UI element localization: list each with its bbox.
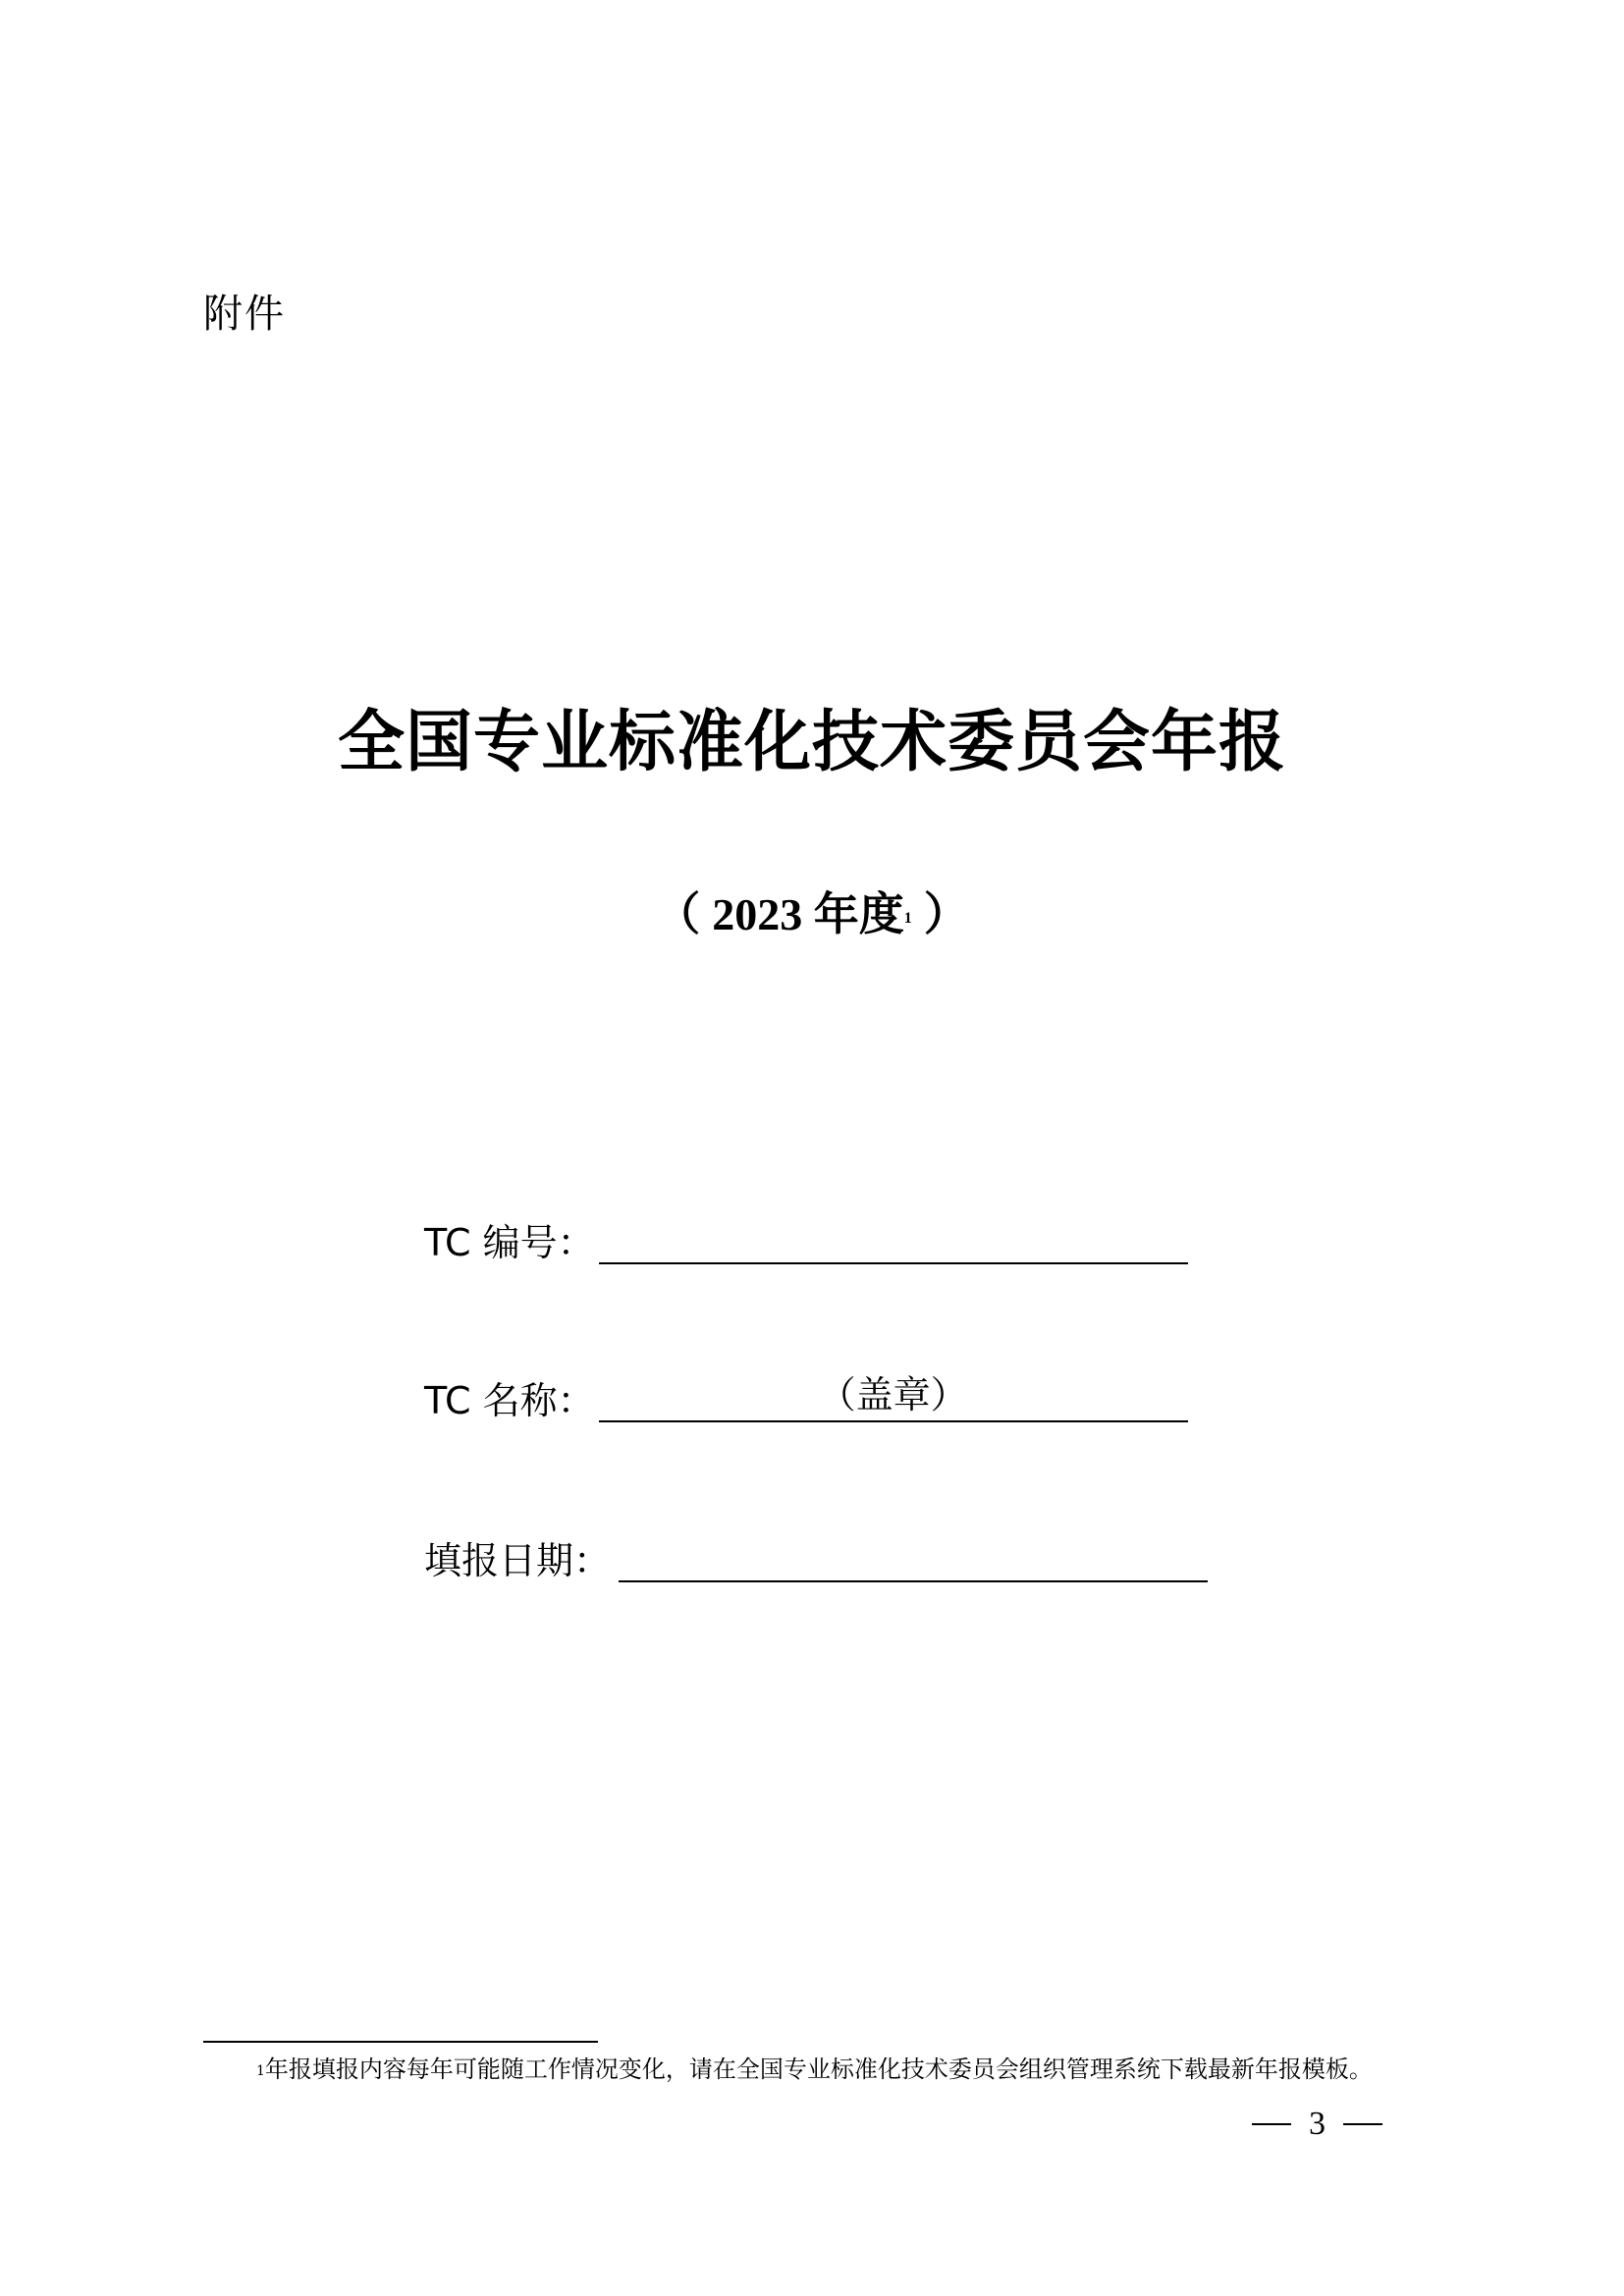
tc-name-label: TC 名称： [424, 1379, 595, 1422]
year-paren-close: ） [923, 889, 969, 939]
tc-number-label: TC 编号： [424, 1221, 595, 1264]
report-year [0, 885, 1624, 944]
footnote [256, 2054, 1373, 2085]
tc-number-row [424, 1209, 1188, 1268]
footnote-mark: 1 [256, 2063, 265, 2079]
page-number-dash-left [1252, 2123, 1291, 2125]
tc-name-field[interactable] [599, 1371, 1188, 1422]
attachment-label: 附件 [203, 292, 286, 337]
footnote-divider [203, 2041, 598, 2043]
tc-name-row [424, 1367, 1188, 1426]
year-footnote-mark: 1 [903, 910, 912, 927]
page-number [1252, 2101, 1382, 2148]
page-number-dash-right [1343, 2123, 1382, 2125]
footnote-text: 年报填报内容每年可能随工作情况变化，请在全国专业标准化技术委员会组织管理系统下载最新年报模板。 [264, 2056, 1373, 2083]
page-number-value: 3 [1309, 2106, 1326, 2142]
year-paren-open: （ [655, 889, 701, 939]
fill-date-label: 填报日期： [424, 1539, 612, 1582]
fill-date-row [424, 1527, 1208, 1586]
year-text: 2023 年度 [712, 889, 904, 939]
tc-number-field[interactable] [599, 1213, 1188, 1264]
tc-name-stamp-hint: （盖章） [818, 1373, 968, 1416]
report-title: 全国专业标准化技术委员会年报 [337, 703, 1286, 781]
fill-date-field[interactable] [619, 1531, 1208, 1582]
